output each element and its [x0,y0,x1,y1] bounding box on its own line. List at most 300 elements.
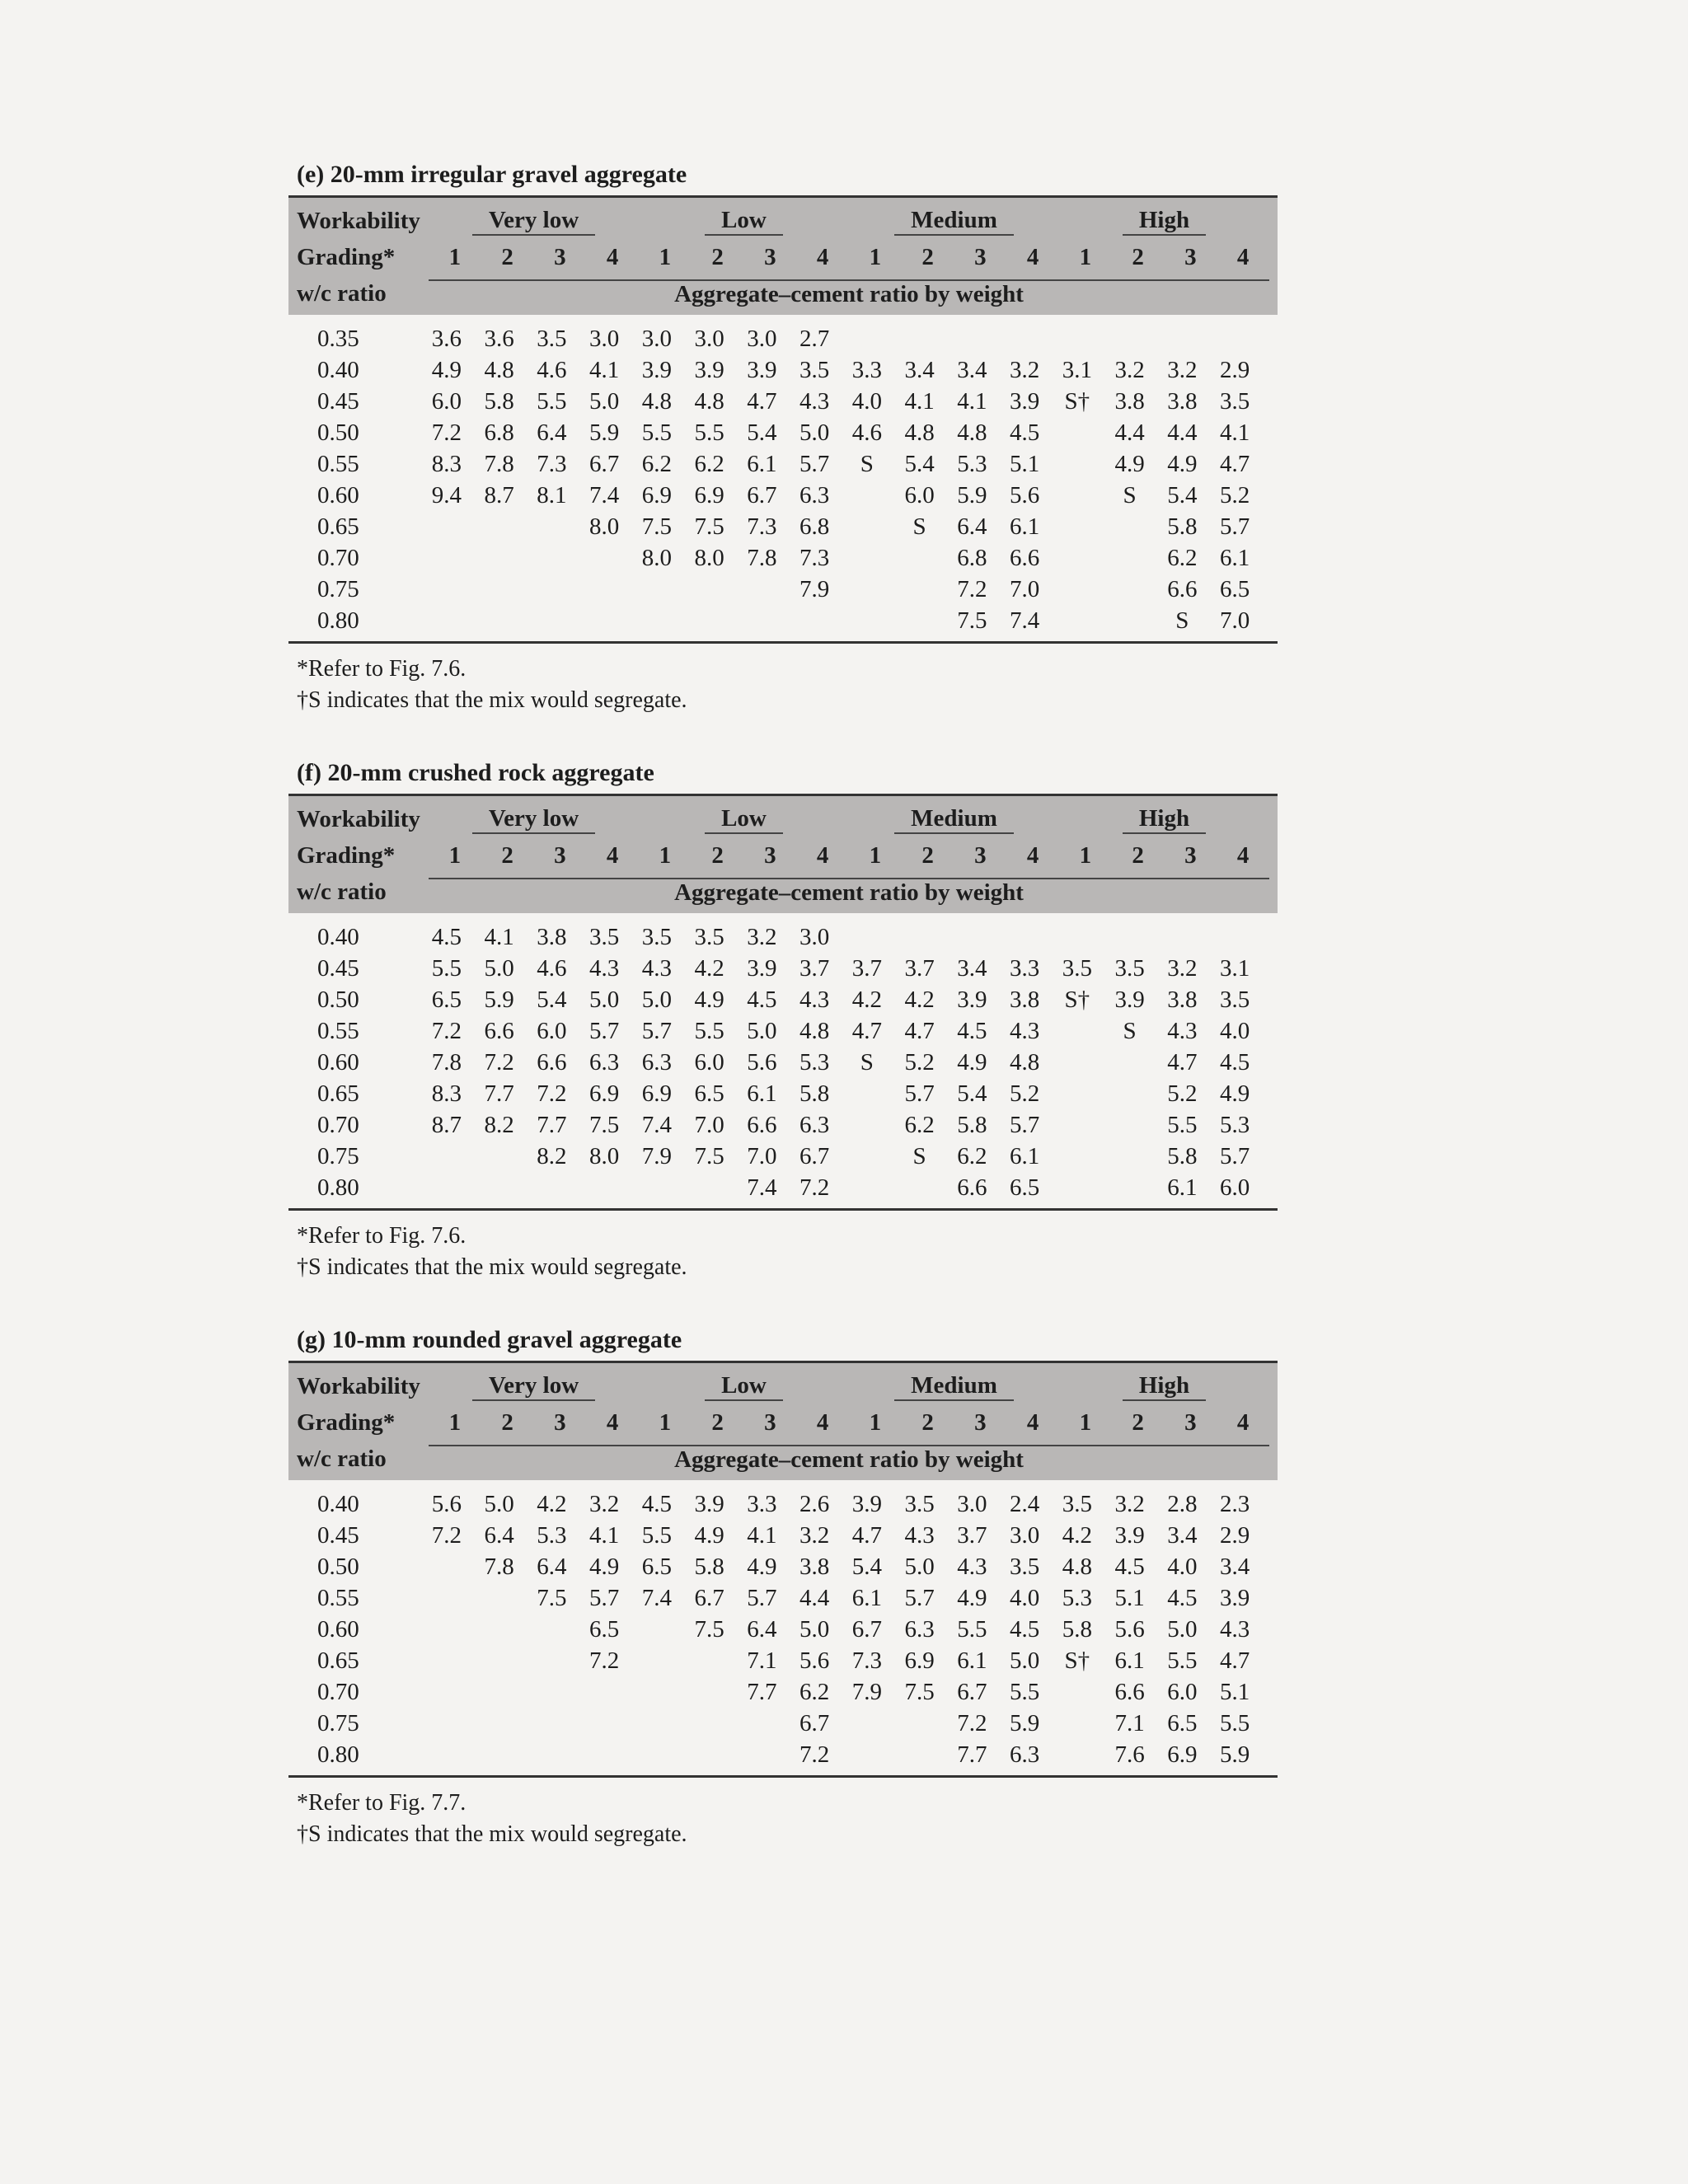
table-cell: 5.9 [484,986,514,1013]
table-cell: 7.0 [694,1111,724,1138]
grading-number: 1 [869,243,882,270]
table-cell: 6.5 [431,986,462,1013]
grading-number: 1 [1079,1408,1092,1436]
workability-group-label: Medium [894,207,1014,236]
table-cell: 3.8 [1114,387,1145,415]
table-cell: 4.3 [799,387,830,415]
wc-ratio-label: w/c ratio [297,279,387,307]
table-cell: 3.7 [799,954,830,982]
table-cell: 6.3 [799,481,830,509]
table-cell: 3.9 [694,1490,724,1517]
grading-number: 1 [869,1408,882,1436]
table-cell: 6.2 [799,1678,830,1705]
table-cell: 4.1 [1220,419,1250,446]
wc-ratio-cell: 0.65 [317,1647,359,1674]
grading-number: 1 [659,841,672,869]
table-cell: 4.3 [799,986,830,1013]
table-row [288,605,1278,636]
wc-ratio-cell: 0.60 [317,481,359,509]
table-cell: 6.0 [537,1017,567,1044]
workability-group-label: High [1123,1372,1206,1401]
table-cell: 5.0 [589,387,620,415]
grading-number: 1 [1079,841,1092,869]
table-cell: 7.9 [851,1678,882,1705]
footnote: *Refer to Fig. 7.6. [297,656,467,682]
table-cell: 8.0 [641,544,672,571]
table-cell: 3.4 [957,954,987,982]
grading-number: 1 [448,243,462,270]
table-cell: 7.2 [799,1741,830,1768]
table-cell: 4.7 [747,387,777,415]
table-cell: 2.9 [1220,1521,1250,1549]
table-cell: 5.9 [957,481,987,509]
workability-group [849,805,1059,834]
table-cell: 7.5 [694,513,724,540]
table-cell: 5.8 [1167,1142,1198,1169]
wc-ratio-cell: 0.55 [317,1017,359,1044]
table-cell: 5.7 [589,1017,620,1044]
wc-ratio-row [288,1441,1278,1477]
table-cell: 5.1 [1010,450,1040,477]
wc-ratio-cell: 0.35 [317,325,359,352]
table-cell: 7.2 [957,1709,987,1736]
table-cell: 6.2 [904,1111,935,1138]
table-cell: 8.7 [431,1111,462,1138]
workability-group-label: Low [705,207,783,236]
table-cell: 6.4 [537,1553,567,1580]
table-cell: 5.5 [1220,1709,1250,1736]
table-cell: 4.9 [747,1553,777,1580]
wc-ratio-cell: 0.80 [317,1741,359,1768]
table-cell: 7.4 [589,481,620,509]
table-cell: 6.8 [799,513,830,540]
footnotes [297,1221,1360,1283]
table-cell: 7.8 [431,1048,462,1076]
table-cell: 5.8 [1167,513,1198,540]
grading-number: 4 [1026,243,1039,270]
table-cell: 5.5 [537,387,567,415]
table-cell: 4.2 [694,954,724,982]
table-cell: 6.7 [957,1678,987,1705]
wc-ratio-cell: 0.40 [317,923,359,950]
table-cell: 4.9 [1114,450,1145,477]
table-cell: 5.0 [747,1017,777,1044]
table-cell: 6.0 [1220,1174,1250,1201]
table-cell: 3.1 [1062,356,1092,383]
wc-ratio-cell: 0.60 [317,1615,359,1643]
table-row [288,1676,1278,1708]
workability-group-label: High [1123,805,1206,834]
workability-label: Workability [297,1372,420,1399]
table-row [288,1739,1278,1770]
grading-number: 1 [1079,243,1092,270]
table-cell: 3.9 [957,986,987,1013]
workability-group [639,1372,849,1401]
table-cell: 5.3 [1220,1111,1250,1138]
table-cell: 6.4 [537,419,567,446]
grading-number: 2 [711,243,724,270]
table-cell: 7.2 [431,1017,462,1044]
table-row [288,921,1278,953]
grading-number: 3 [764,243,776,270]
grading-number: 3 [764,1408,776,1436]
grading-number: 2 [501,243,513,270]
wc-ratio-cell: 0.70 [317,1111,359,1138]
table-cell: 2.6 [799,1490,830,1517]
table-cell: S [860,1048,874,1076]
table-row [288,542,1278,574]
wc-ratio-cell: 0.75 [317,1142,359,1169]
table-row [288,1078,1278,1109]
table-cell: 4.1 [747,1521,777,1549]
wc-ratio-cell: 0.60 [317,1048,359,1076]
table-cell: 5.8 [694,1553,724,1580]
grading-number: 1 [448,1408,462,1436]
table-cell: 7.2 [537,1080,567,1107]
table-cell: 4.0 [851,387,882,415]
table-cell: 6.6 [1167,575,1198,602]
table-cell: 5.0 [589,986,620,1013]
grading-number: 4 [1026,1408,1039,1436]
table-cell: 5.8 [484,387,514,415]
table-cell: 4.8 [904,419,935,446]
table-cell: 4.5 [957,1017,987,1044]
table-cell: 4.5 [641,1490,672,1517]
table-cell: 6.0 [1167,1678,1198,1705]
section-title: (e) 20-mm irregular gravel aggregate [297,161,687,188]
table-cell: 4.5 [1220,1048,1250,1076]
table-section [288,161,1360,716]
table-row [288,1488,1278,1520]
wc-ratio-cell: 0.50 [317,986,359,1013]
table-cell: 6.7 [851,1615,882,1643]
table-cell: 5.7 [799,450,830,477]
table-cell: 7.3 [747,513,777,540]
table-cell: 7.9 [799,575,830,602]
table-cell: 5.2 [904,1048,935,1076]
table-body [288,1480,1278,1778]
table-cell: 3.2 [1167,356,1198,383]
table-cell: 5.1 [1114,1584,1145,1611]
table-cell: 3.0 [641,325,672,352]
table-cell: 7.9 [641,1142,672,1169]
workability-row [288,801,1278,837]
grading-number: 3 [554,1408,566,1436]
table-cell: S [860,450,874,477]
table-cell: 7.8 [484,450,514,477]
table-cell: 4.3 [1010,1017,1040,1044]
grading-number: 3 [974,841,987,869]
grading-number: 2 [501,841,513,869]
table-cell: 4.3 [589,954,620,982]
table-row [288,323,1278,354]
table-cell: 6.0 [904,481,935,509]
grading-number: 2 [1132,841,1144,869]
table-cell: 3.8 [799,1553,830,1580]
table-cell: 6.7 [799,1142,830,1169]
grading-number: 4 [1236,243,1250,270]
table-cell: 6.9 [694,481,724,509]
table-cell: 6.2 [957,1142,987,1169]
table-cell: 5.7 [1010,1111,1040,1138]
table-cell: S [1123,1017,1137,1044]
table-cell: 4.6 [537,356,567,383]
table-cell: 6.5 [1167,1709,1198,1736]
table-cell: 6.8 [484,419,514,446]
table-cell: 5.6 [431,1490,462,1517]
table-cell: 6.6 [747,1111,777,1138]
table-cell: 6.1 [1010,1142,1040,1169]
table-cell: 6.5 [694,1080,724,1107]
table-cell: 8.3 [431,1080,462,1107]
table-cell: 3.7 [904,954,935,982]
table-cell: 4.1 [589,356,620,383]
table-cell: 3.2 [747,923,777,950]
grading-number: 3 [974,243,987,270]
workability-group [639,805,849,834]
workability-group [639,207,849,236]
table-cell: 8.2 [537,1142,567,1169]
grading-number: 4 [816,243,829,270]
table-cell: 4.8 [694,387,724,415]
table-cell: 6.5 [1220,575,1250,602]
table-cell: 3.5 [1114,954,1145,982]
wc-ratio-cell: 0.65 [317,513,359,540]
table-cell: 6.3 [799,1111,830,1138]
table-cell: 5.3 [537,1521,567,1549]
table-cell: 3.9 [694,356,724,383]
table-cell: 6.0 [694,1048,724,1076]
table-cell: 6.5 [641,1553,672,1580]
grading-number: 4 [816,1408,829,1436]
wc-ratio-cell: 0.55 [317,1584,359,1611]
table-cell: 5.7 [747,1584,777,1611]
table-cell: 6.9 [589,1080,620,1107]
table-cell: 4.9 [694,986,724,1013]
table-cell: 7.7 [484,1080,514,1107]
table-row [288,354,1278,386]
table-cell: 3.9 [1114,986,1145,1013]
workability-label: Workability [297,207,420,234]
table-cell: 3.9 [641,356,672,383]
table-row [288,1015,1278,1047]
table-cell: 4.8 [484,356,514,383]
table-cell: 5.9 [1010,1709,1040,1736]
wc-ratio-label: w/c ratio [297,1445,387,1472]
table-cell: 7.7 [537,1111,567,1138]
wc-ratio-cell: 0.65 [317,1080,359,1107]
table-cell: 5.7 [1220,513,1250,540]
table-cell: 6.7 [747,481,777,509]
table-cell: 5.6 [747,1048,777,1076]
table-cell: 5.4 [851,1553,882,1580]
table-cell: 7.8 [484,1553,514,1580]
table-cell: 5.2 [1010,1080,1040,1107]
wc-ratio-label: w/c ratio [297,878,387,905]
table-cell: 7.5 [694,1142,724,1169]
grading-number: 3 [764,841,776,869]
table-cell: 5.0 [484,954,514,982]
table-cell: 5.8 [799,1080,830,1107]
table-cell: 6.6 [484,1017,514,1044]
table-cell: 7.3 [537,450,567,477]
table-cell: 6.1 [1167,1174,1198,1201]
table-cell: 4.0 [1220,1017,1250,1044]
table-cell: 3.1 [1220,954,1250,982]
grading-number: 2 [711,1408,724,1436]
table-cell: 6.3 [641,1048,672,1076]
wc-ratio-cell: 0.80 [317,1174,359,1201]
table-cell: 8.1 [537,481,567,509]
table-cell: 8.3 [431,450,462,477]
table-cell: 3.5 [1010,1553,1040,1580]
table-cell: 3.7 [851,954,882,982]
footnote: *Refer to Fig. 7.6. [297,1223,467,1249]
grading-number: 2 [921,243,934,270]
table-row [288,1172,1278,1203]
table-cell: 3.2 [799,1521,830,1549]
table-cell: 5.3 [1062,1584,1092,1611]
footnotes [297,1788,1360,1850]
wc-ratio-cell: 0.70 [317,544,359,571]
table-cell: 4.7 [904,1017,935,1044]
table-cell: 5.5 [694,1017,724,1044]
table-cell: 7.5 [641,513,672,540]
table-cell: 5.5 [641,419,672,446]
table-header [288,1361,1278,1480]
table-cell: 4.8 [641,387,672,415]
table-cell: 3.4 [904,356,935,383]
footnote: †S indicates that the mix would segregate. [297,1254,687,1280]
grading-number: 4 [606,841,619,869]
table-cell: 3.2 [1167,954,1198,982]
grading-number: 2 [501,1408,513,1436]
document-page [288,161,1360,1893]
table-cell: 5.0 [1010,1647,1040,1674]
table-cell: 7.4 [641,1111,672,1138]
table-cell: 7.1 [1114,1709,1145,1736]
table-cell: 6.0 [431,387,462,415]
table-cell: 3.5 [1062,954,1092,982]
table-cell: 3.7 [957,1521,987,1549]
grading-number: 4 [1236,1408,1250,1436]
table-cell: 6.3 [1010,1741,1040,1768]
wc-ratio-cell: 0.75 [317,1709,359,1736]
table-cell: 6.1 [957,1647,987,1674]
table-cell: 5.4 [957,1080,987,1107]
workability-row [288,1368,1278,1404]
table-cell: 5.8 [957,1111,987,1138]
table-row [288,1645,1278,1676]
table-cell: 3.5 [537,325,567,352]
section-title: (f) 20-mm crushed rock aggregate [297,759,654,786]
table-cell: 5.6 [1114,1615,1145,1643]
table-cell: 5.5 [1010,1678,1040,1705]
wc-ratio-cell: 0.45 [317,1521,359,1549]
table-header [288,794,1278,913]
table-cell: 3.8 [1167,387,1198,415]
table-header [288,195,1278,315]
table-cell: 3.6 [431,325,462,352]
table-cell: 5.5 [1167,1647,1198,1674]
table-cell: 3.6 [484,325,514,352]
table-cell: 2.8 [1167,1490,1198,1517]
table-cell: 2.9 [1220,356,1250,383]
table-cell: 4.8 [957,419,987,446]
table-cell: 7.5 [589,1111,620,1138]
table-row [288,984,1278,1015]
table-cell: 4.2 [851,986,882,1013]
table-cell: S [912,1142,926,1169]
table-cell: 3.4 [957,356,987,383]
table-cell: 6.3 [904,1615,935,1643]
table-cell: 4.9 [1167,450,1198,477]
table-cell: 7.0 [747,1142,777,1169]
table-cell: 5.7 [1220,1142,1250,1169]
table-cell: 5.2 [1167,1080,1198,1107]
table-row [288,386,1278,417]
table-cell: 3.9 [747,356,777,383]
table-cell: 6.2 [1167,544,1198,571]
workability-group [429,805,639,834]
table-cell: 5.0 [484,1490,514,1517]
table-cell: 6.1 [1114,1647,1145,1674]
table-cell: 5.5 [694,419,724,446]
workability-row [288,203,1278,239]
table-cell: 6.9 [1167,1741,1198,1768]
table-cell: 3.5 [1220,387,1250,415]
grading-number: 1 [448,841,462,869]
table-cell: 6.1 [747,1080,777,1107]
table-cell: 4.3 [1220,1615,1250,1643]
table-cell: 4.3 [641,954,672,982]
wc-ratio-cell: 0.40 [317,356,359,383]
table-cell: 7.5 [904,1678,935,1705]
table-cell: 7.2 [589,1647,620,1674]
table-row [288,1708,1278,1739]
table-cell: 4.5 [1114,1553,1145,1580]
table-cell: 9.4 [431,481,462,509]
workability-group-label: Low [705,1372,783,1401]
footnote: †S indicates that the mix would segregate. [297,687,687,713]
table-cell: 3.2 [589,1490,620,1517]
table-row [288,1520,1278,1551]
table-cell: 7.7 [957,1741,987,1768]
grading-number: 2 [1132,1408,1144,1436]
table-cell: 3.3 [747,1490,777,1517]
table-row [288,1551,1278,1582]
table-cell: 7.1 [747,1647,777,1674]
grading-number: 3 [1184,1408,1197,1436]
table-cell: 5.0 [799,1615,830,1643]
table-cell: 5.0 [1167,1615,1198,1643]
wc-ratio-row [288,874,1278,910]
table-cell: 5.2 [1220,481,1250,509]
table-cell: 8.7 [484,481,514,509]
grading-number: 2 [711,841,724,869]
table-cell: S [1123,481,1137,509]
table-cell: 8.0 [589,1142,620,1169]
table-cell: 4.9 [589,1553,620,1580]
grading-number: 1 [869,841,882,869]
grading-number: 1 [659,1408,672,1436]
table-cell: 6.1 [1220,544,1250,571]
table-cell: 4.8 [1062,1553,1092,1580]
table-cell: 5.3 [799,1048,830,1076]
table-cell: 5.0 [641,986,672,1013]
table-cell: 6.4 [747,1615,777,1643]
aggregate-cement-ratio-label: Aggregate–cement ratio by weight [429,1445,1269,1474]
